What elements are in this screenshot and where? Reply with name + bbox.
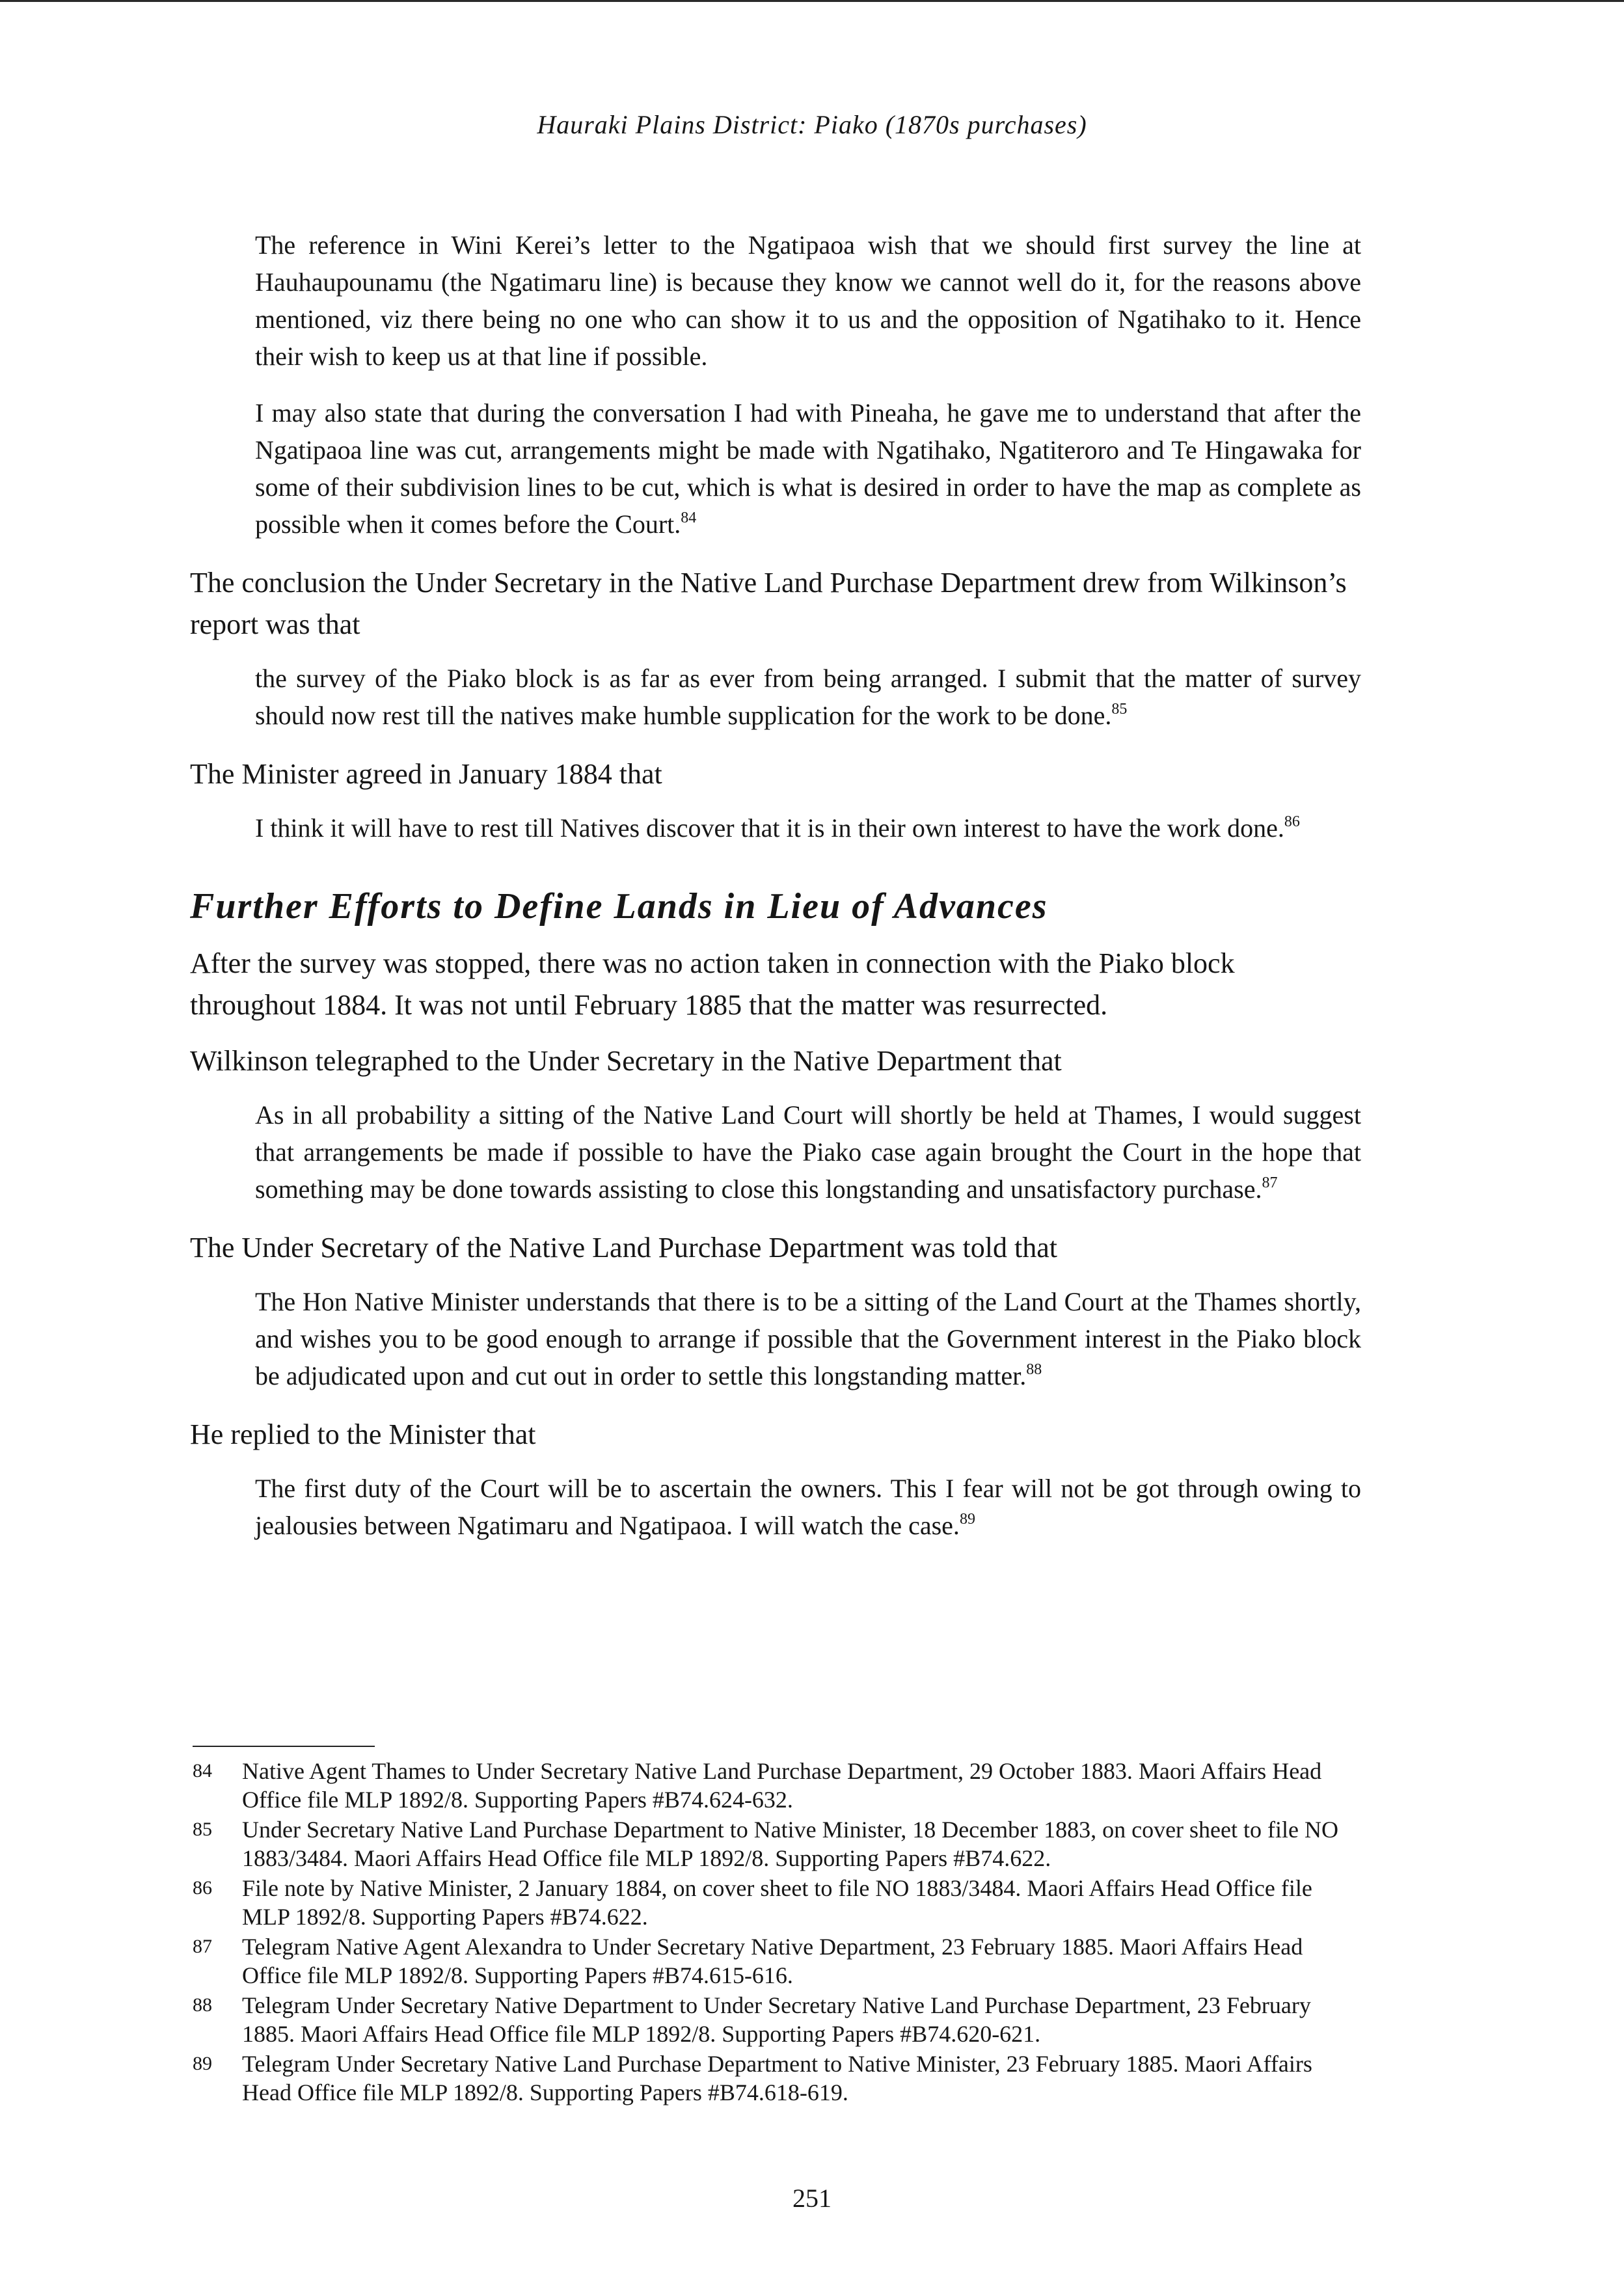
footnote	[193, 1757, 1364, 1814]
paragraph: After the survey was stopped, there was no action taken in connection with the Piako block throughout 1884. It was not until February 1885 that the matter was resurrected.	[190, 947, 1235, 1021]
section-heading: Further Efforts to Define Lands in Lieu of Advances	[190, 886, 1048, 927]
footnote-number: 86	[193, 1877, 212, 1899]
block-quote	[255, 226, 1361, 375]
footnote-text: File note by Native Minister, 2 January 1884, on cover sheet to file NO 1883/3484. Maori Affairs Head Office file MLP 1892/8. Supporting Papers #B74.622.	[242, 1875, 1312, 1930]
footnote-divider	[193, 1746, 375, 1747]
footnote	[193, 1874, 1364, 1931]
footnote-number: 88	[193, 1994, 212, 2016]
paragraph: The Minister agreed in January 1884 that	[190, 758, 662, 790]
footnote-number: 85	[193, 1819, 212, 1840]
body-text	[190, 226, 1361, 1563]
footnote-number: 87	[193, 1936, 212, 1957]
footnote-text: Telegram Under Secretary Native Department to Under Secretary Native Land Purchase Department, 23 February 1885. Maori Affairs Head Office file MLP 1892/8. Supporting Papers #B74.620-621.	[242, 1992, 1311, 2047]
footnote-number: 84	[193, 1760, 212, 1781]
top-border-rule	[0, 0, 1624, 2]
footnote-text: Telegram Native Agent Alexandra to Under Secretary Native Department, 23 February 1885. Maori Affairs Head Office file MLP 1892/8. Supporting Papers #B74.615-616.	[242, 1934, 1303, 1988]
footnote-text: Under Secretary Native Land Purchase Department to Native Minister, 18 December 1883, on cover sheet to file NO 1883/3484. Maori Affairs Head Office file MLP 1892/8. Supporting Papers #B74.622.	[242, 1817, 1338, 1871]
footnote-number: 89	[193, 2053, 212, 2074]
footnotes	[193, 1757, 1364, 2108]
paragraph: The Under Secretary of the Native Land Purchase Department was told that	[190, 1232, 1057, 1264]
block-quote	[255, 660, 1361, 734]
page-number: 251	[792, 2184, 832, 2213]
footnote-ref[interactable]: 84	[681, 509, 697, 526]
quote-text: The Hon Native Minister understands that there is to be a sitting of the Land Court at the Thames shortly, and wishes you to be good enough to arrange if possible that the Government interest in the Piako block be adjudicated upon and cut out in order to settle this longstanding matter.	[255, 1287, 1361, 1390]
footnote-ref[interactable]: 88	[1026, 1361, 1042, 1378]
paragraph: Wilkinson telegraphed to the Under Secretary in the Native Department that	[190, 1045, 1062, 1077]
footnote	[193, 1932, 1364, 1990]
footnote	[193, 1815, 1364, 1873]
quote-text: The first duty of the Court will be to ascertain the owners. This I fear will not be got through owing to jealousies between Ngatimaru and Ngatipaoa. I will watch the case.	[255, 1474, 1361, 1540]
paragraph: The conclusion the Under Secretary in the Native Land Purchase Department drew from Wilkinson’s report was that	[190, 567, 1347, 640]
block-quote	[255, 1470, 1361, 1544]
quote-text: I think it will have to rest till Natives discover that it is in their own interest to have the work done.	[255, 813, 1284, 843]
footnote-ref[interactable]: 89	[959, 1511, 975, 1528]
block-quote	[255, 1096, 1361, 1208]
block-quote	[255, 1283, 1361, 1394]
footnote-ref[interactable]: 87	[1262, 1174, 1278, 1191]
block-quote	[255, 394, 1361, 543]
running-head: Hauraki Plains District: Piako (1870s purchases)	[537, 110, 1087, 139]
paragraph: He replied to the Minister that	[190, 1418, 536, 1450]
footnote-text: Native Agent Thames to Under Secretary Native Land Purchase Department, 29 October 1883. Maori Affairs Head Office file MLP 1892/8. Supporting Papers #B74.624-632.	[242, 1758, 1322, 1813]
quote-text: the survey of the Piako block is as far as ever from being arranged. I submit that the matter of survey should now rest till the natives make humble supplication for the work to be done.	[255, 664, 1361, 730]
footnote-ref[interactable]: 86	[1284, 813, 1300, 830]
footnote	[193, 1991, 1364, 2048]
quote-text: I may also state that during the conversation I had with Pineaha, he gave me to understand that after the Ngatipaoa line was cut, arrangements might be made with Ngatihako, Ngatiteroro and Te Hingawaka for some of their subdivision lines to be cut, which is what is desired in order to have the map as complete as possible when it comes before the Court.	[255, 398, 1361, 539]
block-quote	[255, 809, 1361, 846]
footnote	[193, 2050, 1364, 2107]
footnote-ref[interactable]: 85	[1111, 701, 1128, 718]
footnote-text: Telegram Under Secretary Native Land Purchase Department to Native Minister, 23 February 1885. Maori Affairs Head Office file MLP 1892/8. Supporting Papers #B74.618-619.	[242, 2051, 1312, 2105]
quote-text: As in all probability a sitting of the Native Land Court will shortly be held at Thames, I would suggest that arrangements be made if possible to have the Piako case again brought the Court in the hope that something may be done towards assisting to close this longstanding and unsatisfactory purchase.	[255, 1100, 1361, 1204]
quote-text: The reference in Wini Kerei’s letter to the Ngatipaoa wish that we should first survey the line at Hauhaupounamu (the Ngatimaru line) is because they know we cannot well do it, for the reasons above mentioned, viz there being no one who can show it to us and the opposition of Ngatihako to it. Hence their wish to keep us at that line if possible.	[255, 230, 1361, 371]
